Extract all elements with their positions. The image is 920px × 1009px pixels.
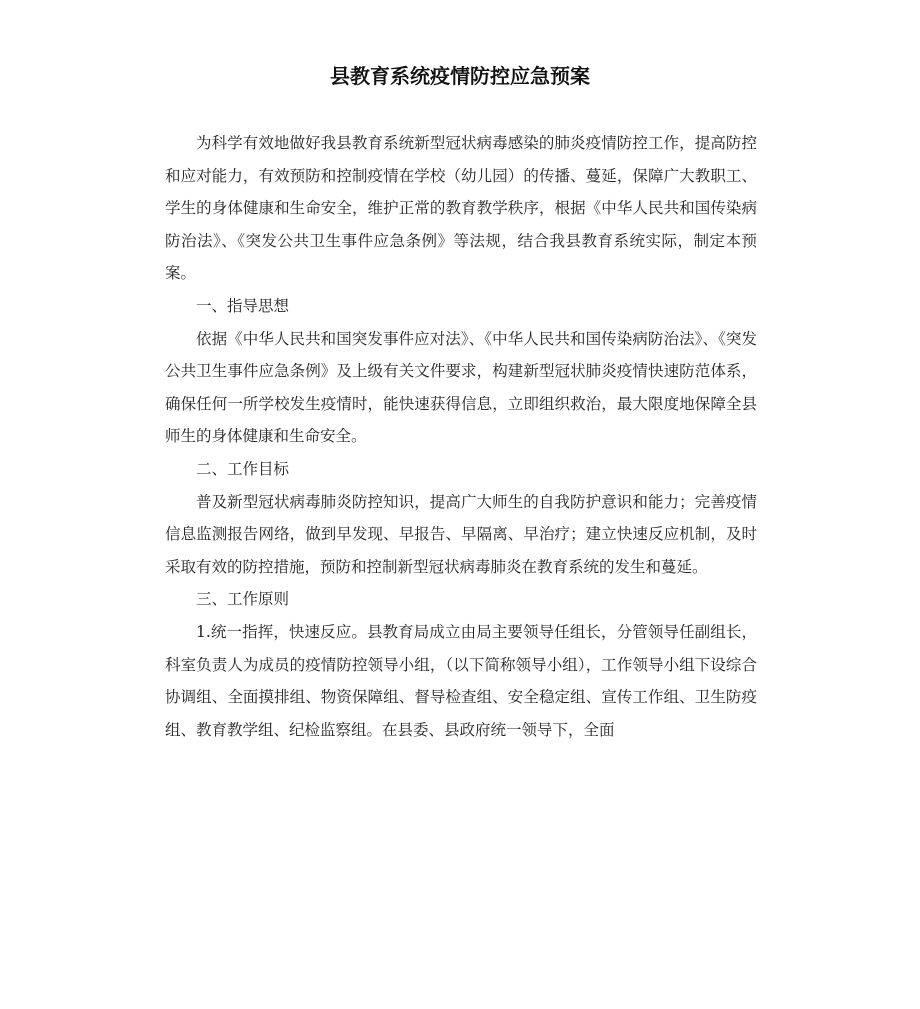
document-title: 县教育系统疫情防控应急预案 [330, 64, 590, 88]
section-heading-work-principles: 三、工作原则 [196, 590, 290, 609]
guiding-ideology-paragraph: 依据《中华人民共和国突发事件应对法》、《中华人民共和国传染病防治法》、《突发公共卫生事件应急条例》及上级有关文件要求，构建新型冠状肺炎疫情快速防范体系，确保任何一所学校发生疫情时，能快速获得信息，立即组织救治，最大限度地保障全县师生的身体健康和生命安全。 [165, 329, 757, 446]
work-principles-paragraph: 1.统一指挥，快速反应。县教育局成立由局主要领导任组长，分管领导任副组长，科室负责人为成员的疫情防控领导小组，（以下简称领导小组），工作领导小组下设综合协调组、全面摸排组、物资保障组、督导检查组、安全稳定组、宣传工作组、卫生防疫组、教育教学组、纪检监察组。在县委、县政府统一领导下，全面 [165, 622, 757, 739]
document-body [165, 127, 757, 746]
section-heading-work-goals: 二、工作目标 [196, 459, 290, 478]
intro-paragraph: 为科学有效地做好我县教育系统新型冠状病毒感染的肺炎疫情防控工作，提高防控和应对能力，有效预防和控制疫情在学校（幼儿园）的传播、蔓延，保障广大教职工、学生的身体健康和生命安全，维护正常的教育教学秩序，根据《中华人民共和国传染病防治法》、《突发公共卫生事件应急条例》等法规，结合我县教育系统实际，制定本预案。 [165, 134, 757, 283]
section-heading-guiding-ideology: 一、指导思想 [196, 296, 290, 315]
work-goals-paragraph: 普及新型冠状病毒肺炎防控知识，提高广大师生的自我防护意识和能力；完善疫情信息监测报告网络，做到早发现、早报告、早隔离、早治疗；建立快速反应机制，及时采取有效的防控措施，预防和控制新型冠状病毒肺炎在教育系统的发生和蔓延。 [165, 492, 757, 576]
